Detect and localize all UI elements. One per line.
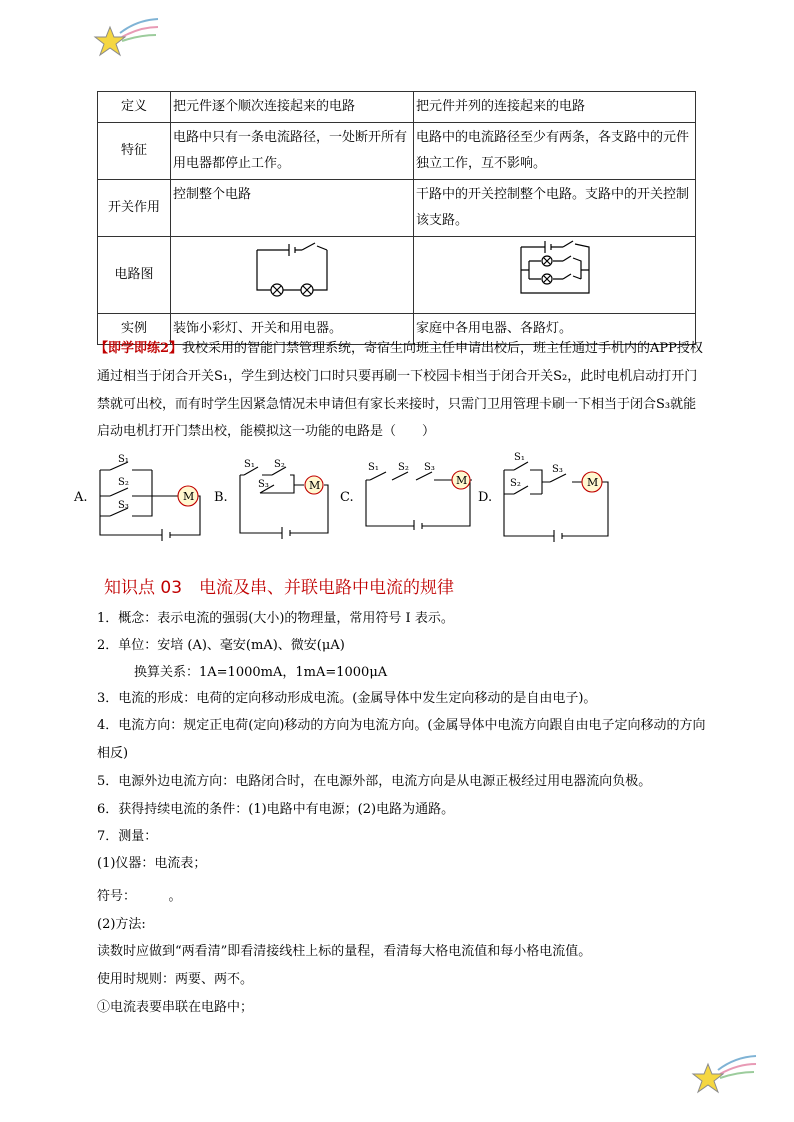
s3-label: S₃ xyxy=(258,479,269,490)
series-cell: 把元件逐个顺次连接起来的电路 xyxy=(171,92,414,123)
series-cell: 装饰小彩灯、开关和用电器。 xyxy=(171,314,414,345)
table-row xyxy=(98,123,696,180)
s3-label: S₃ xyxy=(424,462,435,473)
option-b-circuit xyxy=(232,455,342,540)
series-circuit-diagram xyxy=(171,237,414,314)
exercise-line-2: 通过相当于闭合开关S₁，学生到达校门口时只要再刷一下校园卡相当于闭合开关S₂，此时电机启动打开门 xyxy=(97,369,698,384)
exercise-line-4: 启动电机打开门禁出校，能模拟这一功能的电路是（ ） xyxy=(97,424,436,439)
exercise-line-1 xyxy=(95,339,703,359)
row-label: 定义 xyxy=(98,92,171,123)
list-item: 2．单位：安培 (A)、毫安(mA)、微安(μA) xyxy=(97,638,345,653)
option-c-circuit xyxy=(360,460,480,530)
row-label: 电路图 xyxy=(98,237,171,314)
list-item: 7．测量： xyxy=(97,829,158,844)
exercise-tag: 【即学即练2】 xyxy=(95,341,183,356)
s2-label: S₂ xyxy=(510,478,521,489)
list-item: 读数时应做到“两看清”即看清接线柱上标的量程，看清每大格电流值和每小格电流值。 xyxy=(97,944,592,959)
list-item: 5．电源外边电流方向：电路闭合时，在电源外部，电流方向是从电源正极经过用电器流向负极。 xyxy=(97,774,652,789)
option-c-label: C. xyxy=(340,490,354,505)
series-cell: 电路中只有一条电流路径，一处断开所有用电器都停止工作。 xyxy=(171,123,414,180)
motor-label: M xyxy=(183,490,195,503)
table-row xyxy=(98,92,696,123)
row-label: 特征 xyxy=(98,123,171,180)
comparison-table xyxy=(97,91,696,345)
s2-label: S₂ xyxy=(118,477,129,488)
motor-label: M xyxy=(456,474,468,487)
list-item: ①电流表要串联在电路中； xyxy=(97,1000,254,1015)
series-cell: 控制整个电路 xyxy=(171,180,414,237)
series-circuit-svg xyxy=(247,240,337,300)
list-item: 使用时规则：两要、两不。 xyxy=(97,972,254,987)
list-item: 6．获得持续电流的条件：(1)电路中有电源；(2)电路为通路。 xyxy=(97,802,455,817)
list-item: 3．电流的形成：电荷的定向移动形成电流。(金属导体中发生定向移动的是自由电子)。 xyxy=(97,691,597,706)
s1-label: S₁ xyxy=(514,452,525,463)
exercise-text: 我校采用的智能门禁管理系统，寄宿生向班主任申请出校后，班主任通过手机内的APP授权 xyxy=(182,341,703,356)
parallel-circuit-diagram xyxy=(414,237,696,314)
option-a-circuit xyxy=(92,450,212,545)
list-item: 符号： 。 xyxy=(97,889,182,904)
parallel-cell: 干路中的开关控制整个电路。支路中的开关控制该支路。 xyxy=(414,180,696,237)
star-decoration-bottom xyxy=(690,1052,760,1097)
list-item: 1．概念：表示电流的强弱(大小)的物理量，常用符号 I 表示。 xyxy=(97,611,454,626)
row-label: 开关作用 xyxy=(98,180,171,237)
s2-label: S₂ xyxy=(398,462,409,473)
s1-label: S₁ xyxy=(244,459,255,470)
option-d-circuit xyxy=(496,450,616,542)
s3-label: S₃ xyxy=(552,464,563,475)
parallel-cell: 把元件并列的连接起来的电路 xyxy=(414,92,696,123)
motor-label: M xyxy=(587,476,599,489)
list-item: 4．电流方向：规定正电荷(定向)移动的方向为电流方向。(金属导体中电流方向跟自由电子定向移动的方向 xyxy=(97,718,706,733)
option-d-label: D. xyxy=(478,490,493,505)
parallel-cell: 家庭中各用电器、各路灯。 xyxy=(414,314,696,345)
motor-label: M xyxy=(309,479,321,492)
parallel-circuit-svg xyxy=(515,239,595,301)
row-label: 实例 xyxy=(98,314,171,345)
list-item: 相反) xyxy=(97,746,129,761)
s1-label: S₁ xyxy=(118,454,129,465)
section-title: 知识点 03 电流及串、并联电路中电流的规律 xyxy=(104,578,455,598)
list-item: (1)仪器：电流表； xyxy=(97,856,207,871)
table-row xyxy=(98,237,696,314)
list-item: 换算关系：1A=1000mA，1mA=1000μA xyxy=(134,665,388,680)
s1-label: S₁ xyxy=(368,462,379,473)
list-item: (2)方法: xyxy=(97,917,146,932)
table-row xyxy=(98,180,696,237)
star-decoration-top xyxy=(92,15,162,60)
s2-label: S₂ xyxy=(274,459,285,470)
option-b-label: B. xyxy=(214,490,228,505)
option-a-label: A. xyxy=(74,490,88,505)
parallel-cell: 电路中的电流路径至少有两条，各支路中的元件独立工作，互不影响。 xyxy=(414,123,696,180)
exercise-line-3: 禁就可出校，而有时学生因紧急情况未申请但有家长来接时，只需门卫用管理卡刷一下相当于闭合S₃就能 xyxy=(97,397,697,412)
s3-label: S₃ xyxy=(118,500,129,511)
